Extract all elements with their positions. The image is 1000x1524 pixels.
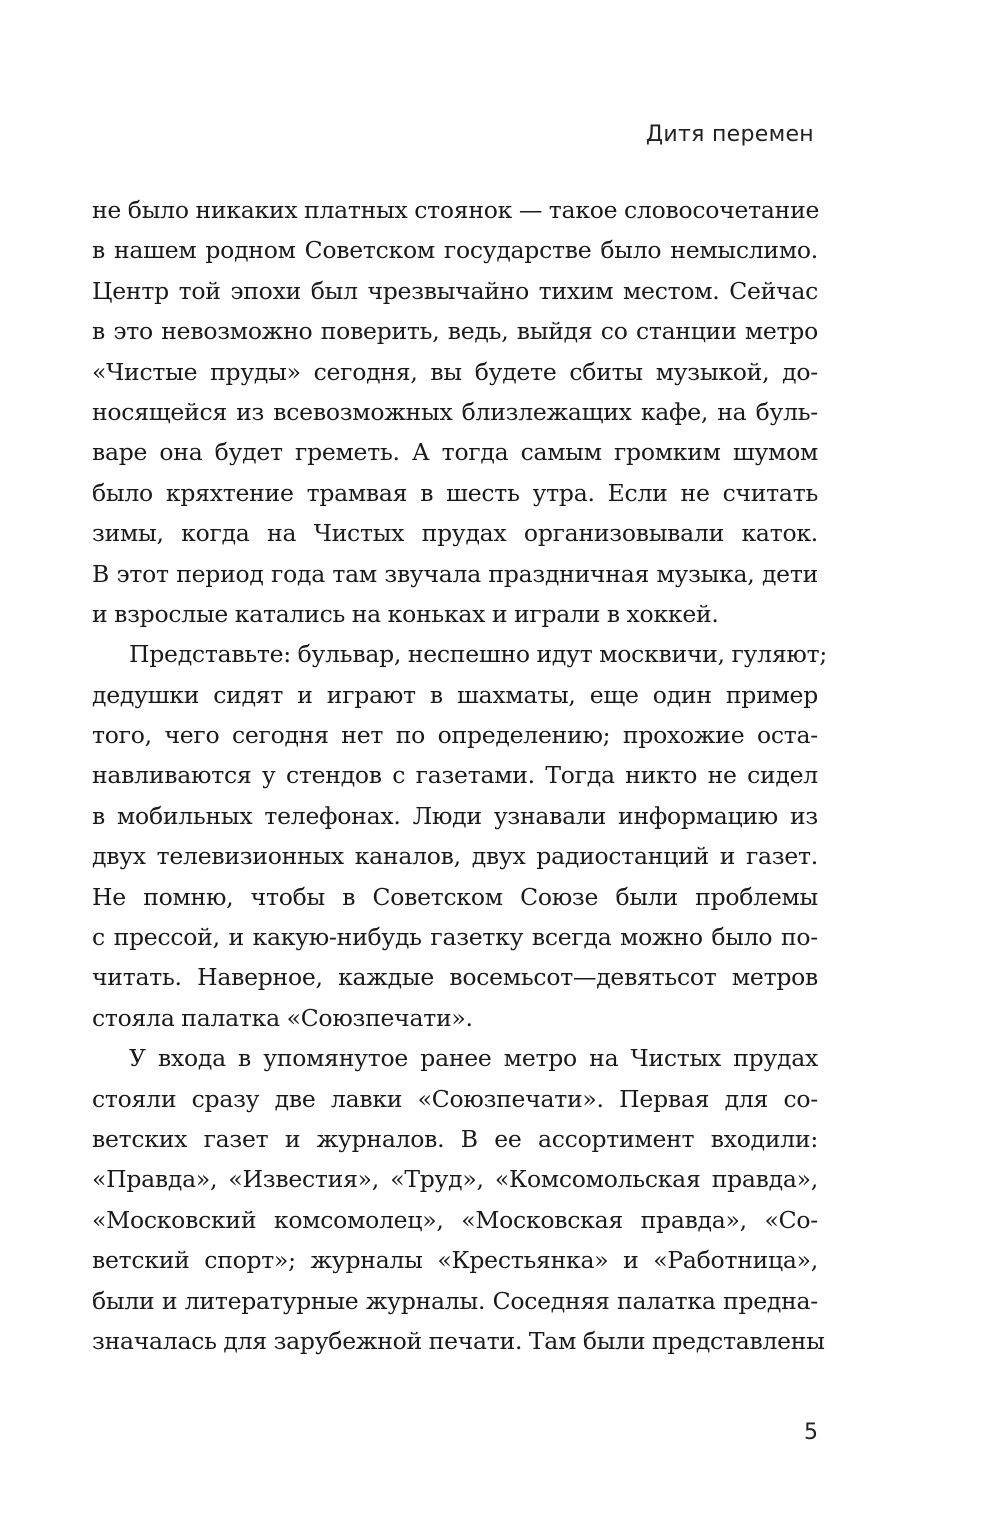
text-line: навливаются у стендов с газетами. Тогда никто не сидел xyxy=(92,761,818,790)
text-line: читать. Наверное, каждые восемьсот—девятьсот метров xyxy=(92,963,818,992)
paragraph-last-line: и взрослые катались на коньках и играли в хоккей. xyxy=(92,599,719,628)
text-line: зимы, когда на Чистых прудах организовывали каток. xyxy=(92,519,818,548)
paragraph-last-line: стояла палатка «Союзпечати». xyxy=(92,1003,473,1032)
text-line: В этот период года там звучала праздничная музыка, дети xyxy=(92,559,818,588)
text-line: «Правда», «Известия», «Труд», «Комсомольская правда», xyxy=(92,1165,818,1194)
text-line: было кряхтение трамвая в шесть утра. Если не считать xyxy=(92,478,818,507)
paragraph-first-line: Представьте: бульвар, неспешно идут москвичи, гуляют; xyxy=(129,640,828,669)
text-line: того, чего сегодня нет по определению; прохожие оста- xyxy=(92,721,818,750)
text-line: ветских газет и журналов. В ее ассортимент входили: xyxy=(92,1124,818,1153)
text-line: стояли сразу две лавки «Союзпечати». Первая для со- xyxy=(92,1084,818,1113)
text-line: «Московский комсомолец», «Московская правда», «Со- xyxy=(92,1205,818,1234)
text-line: в это невозможно поверить, ведь, выйдя со станции метро xyxy=(92,317,818,346)
text-line: были и литературные журналы. Соседняя палатка предна- xyxy=(92,1286,818,1315)
running-header: Дитя перемен xyxy=(645,122,814,147)
text-line: варе она будет греметь. А тогда самым громким шумом xyxy=(92,438,818,467)
text-line: в мобильных телефонах. Люди узнавали информацию из xyxy=(92,801,818,830)
page-number: 5 xyxy=(804,1420,818,1445)
text-line: Центр той эпохи был чрезвычайно тихим местом. Сейчас xyxy=(92,276,818,305)
body-text xyxy=(92,190,828,1361)
text-line: носящейся из всевозможных близлежащих кафе, на буль- xyxy=(92,397,818,426)
text-line: значалась для зарубежной печати. Там были представлены xyxy=(92,1326,825,1355)
text-line: с прессой, и какую-нибудь газетку всегда можно было по- xyxy=(92,923,818,952)
text-line: Не помню, чтобы в Советском Союзе были проблемы xyxy=(92,882,818,911)
text-line: в нашем родном Советском государстве было немыслимо. xyxy=(92,236,818,265)
paragraph-first-line: У входа в упомянутое ранее метро на Чистых прудах xyxy=(129,1044,818,1073)
text-line: двух телевизионных каналов, двух радиостанций и газет. xyxy=(92,842,818,871)
text-line: ветский спорт»; журналы «Крестьянка» и «Работница», xyxy=(92,1246,818,1275)
text-line: «Чистые пруды» сегодня, вы будете сбиты музыкой, до- xyxy=(92,357,818,386)
text-line: не было никаких платных стоянок — такое словосочетание xyxy=(92,196,820,224)
text-line: дедушки сидят и играют в шахматы, еще один пример xyxy=(92,680,818,709)
